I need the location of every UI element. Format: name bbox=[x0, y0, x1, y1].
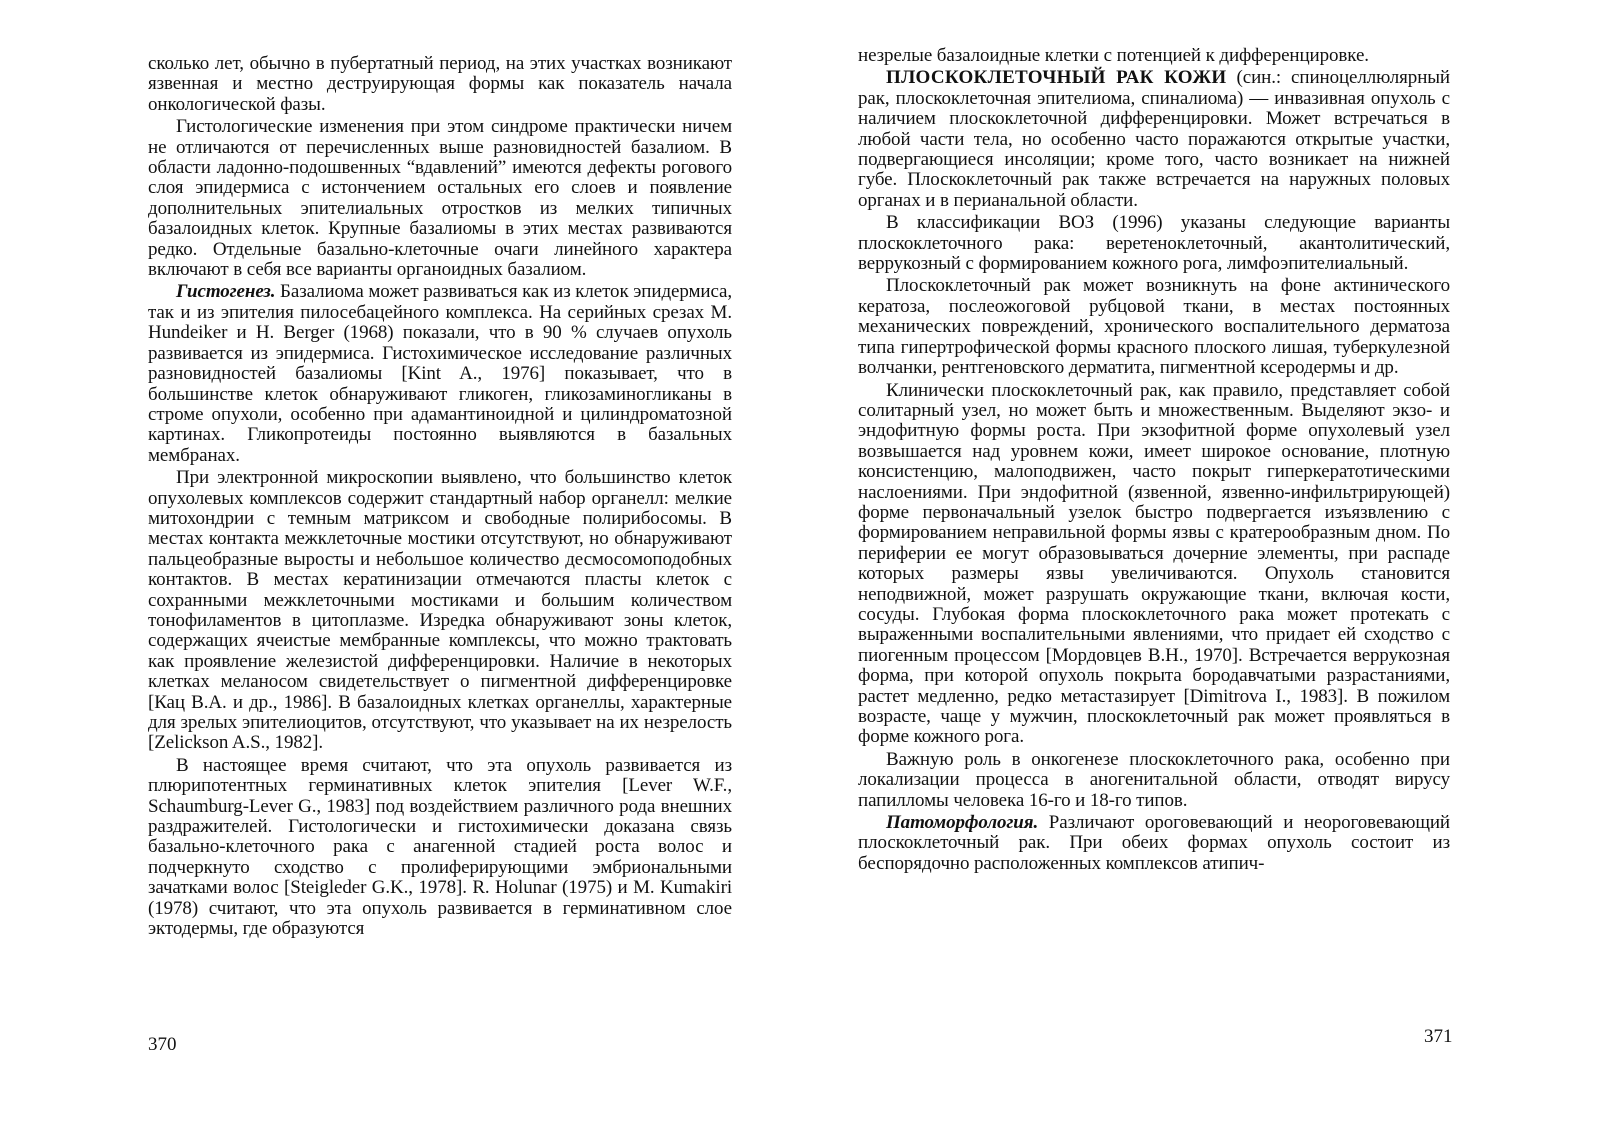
paragraph bbox=[858, 68, 1450, 211]
paragraph bbox=[858, 813, 1450, 874]
paragraph bbox=[148, 54, 732, 115]
right-page bbox=[858, 46, 1450, 874]
section-heading: ПЛОСКОКЛЕТОЧНЫЙ РАК КОЖИ bbox=[886, 67, 1227, 89]
page-number-right: 371 bbox=[1424, 1026, 1453, 1047]
page-number-left: 370 bbox=[148, 1034, 177, 1055]
paragraph bbox=[148, 282, 732, 466]
subsection-lead: Гистогенез. bbox=[176, 281, 276, 303]
paragraph bbox=[858, 213, 1450, 274]
paragraph-text: В настоящее время считают, что эта опухоль развивается из плюрипотентных герминативных клеток эпителия [Lever W.F., Schaumburg-Lever G., 1983] под воздействием различного рода внешних раздражителей. Гистологически и гистохимически доказана связь базально-клеточного рака с анагенной стадией роста волос и подчеркнуто сходство с пролиферирующими эмбриональными зачатками волос [Steigleder G.K., 1978]. R. Holunar (1975) и M. Kumakiri (1978) считают, что эта опухоль развивается в герминативном слое эктодермы, где образуются bbox=[148, 754, 732, 940]
paragraph-text: Важную роль в онкогенезе плоскоклеточного рака, особенно при локализации процесса в аногенитальной области, отводят вирусу папилломы человека 16-го и 18-го типов. bbox=[858, 748, 1450, 811]
paragraph-text: Клинически плоскоклеточный рак, как правило, представляет собой солитарный узел, но может быть и множественным. Выделяют экзо- и эндофитную формы роста. При экзофитной форме опухолевый узел возвышается над уровнем кожи, имеет широкое основание, плотную консистенцию, малоподвижен, часто покрыт гиперкератотическими наслоениями. При эндофитной (язвенной, язвенно-инфильтрирующей) форме первоначальный узелок быстро подвергается изъязвлению с формированием неправильной формы язвы с кратерообразным дном. По периферии ее могут образовываться дочерние элементы, при распаде которых размеры язвы увеличиваются. Опухоль становится неподвижной, может разрушать окружающие ткани, включая кости, сосуды. Глубокая форма плоскоклеточного рака может протекать с выраженными воспалительными явлениями, что придает ей сходство с пиогенным процессом [Мордовцев В.Н., 1970]. Встречается веррукозная форма, при которой опухоль покрыта бородавчатыми разрастаниями, растет медленно, редко метастазирует [Dimitrova I., 1983]. В пожилом возрасте, чаще у мужчин, плоскоклеточный рак может проявляться в форме кожного рога. bbox=[858, 379, 1450, 748]
paragraph-text: Плоскоклеточный рак может возникнуть на фоне актинического кератоза, послеожоговой рубцовой ткани, в местах постоянных механических повреждений, хронического воспалительного дерматоза типа гипертрофической формы красного плоского лишая, туберкулезной волчанки, рентгеновского дерматита, пигментной ксеродермы и др. bbox=[858, 275, 1450, 379]
paragraph bbox=[148, 756, 732, 940]
paragraph-text: Гистологические изменения при этом синдроме практически ничем не отличаются от перечисленных выше разновидностей базалиом. В области ладонно-подошвенных “вдавлений” имеются дефекты рогового слоя эпидермиса с истончением остальных его слоев и появление дополнительных эпителиальных отростков из мелких типичных базалоидных клеток. Крупные базалиомы в этих местах развиваются редко. Отдельные базально-клеточные очаги линейного характера включают в себя все варианты органоидных базалиом. bbox=[148, 116, 732, 281]
paragraph bbox=[858, 46, 1450, 66]
subsection-lead: Патоморфология. bbox=[886, 812, 1039, 834]
left-page bbox=[148, 54, 732, 939]
paragraph-text: Базалиома может развиваться как из клеток эпидермиса, так и из эпителия пилосебацейного комплекса. На серийных срезах M. Hundeiker и H. Berger (1968) показали, что в 90 % случаев опухоль развивается из эпидермиса. Гистохимическое исследование различных разновидностей базалиомы [Kint A., 1976] показывает, что в большинстве клеток обнаруживают гликоген, гликозаминогликаны в строме опухоли, особенно при адамантиноидной и цилиндроматозной картинах. Гликопротеиды постоянно выявляются в базальных мембранах. bbox=[148, 281, 732, 466]
paragraph-text: Различают ороговевающий и неороговевающий плоскоклеточный рак. При обеих формах опухоль состоит из беспорядочно расположенных комплексов атипич- bbox=[858, 812, 1450, 874]
paragraph bbox=[858, 750, 1450, 811]
paragraph-text: (син.: спиноцеллюлярный рак, плоскоклеточная эпителиома, спиналиома) — инвазивная опухоль с наличием плоскоклеточной дифференцировки. Может встречаться в любой части тела, но особенно часто поражаются открытые участки, подвергающиеся инсоляции; кроме того, часто возникает на нижней губе. Плоскоклеточный рак также встречается на наружных половых органах и в перианальной области. bbox=[858, 67, 1450, 211]
paragraph bbox=[148, 468, 732, 754]
paragraph-text: При электронной микроскопии выявлено, что большинство клеток опухолевых комплексов содержит стандартный набор органелл: мелкие митохондрии с темным матриксом и свободные полирибосомы. В местах контакта межклеточные мостики отсутствуют, но обнаруживают пальцеобразные выросты и небольшое количество десмосомоподобных контактов. В местах кератинизации отмечаются пласты клеток с сохранными межклеточными мостиками и большим количеством тонофиламентов в цитоплазме. Изредка обнаруживают зоны клеток, содержащих ячеистые мембранные комплексы, что можно трактовать как проявление железистой дифференцировки. Наличие в некоторых клетках меланосом свидетельствует о пигментной дифференцировке [Кац В.А. и др., 1986]. В базалоидных клетках органеллы, характерные для зрелых эпителиоцитов, отсутствуют, что указывает на их незрелость [Zelickson A.S., 1982]. bbox=[148, 467, 732, 754]
paragraph-text: сколько лет, обычно в пубертатный период, на этих участках возникают язвенная и местно деструирующая формы как показатель начала онкологической фазы. bbox=[148, 53, 732, 115]
paragraph bbox=[858, 276, 1450, 378]
paragraph-text: В классификации ВОЗ (1996) указаны следующие варианты плоскоклеточного рака: веретеноклеточный, акантолитический, веррукозный с формированием кожного рога, лимфоэпителиальный. bbox=[858, 212, 1450, 275]
paragraph bbox=[858, 381, 1450, 748]
paragraph-text: незрелые базалоидные клетки с потенцией к дифференцировке. bbox=[858, 45, 1369, 66]
paragraph bbox=[148, 117, 732, 280]
